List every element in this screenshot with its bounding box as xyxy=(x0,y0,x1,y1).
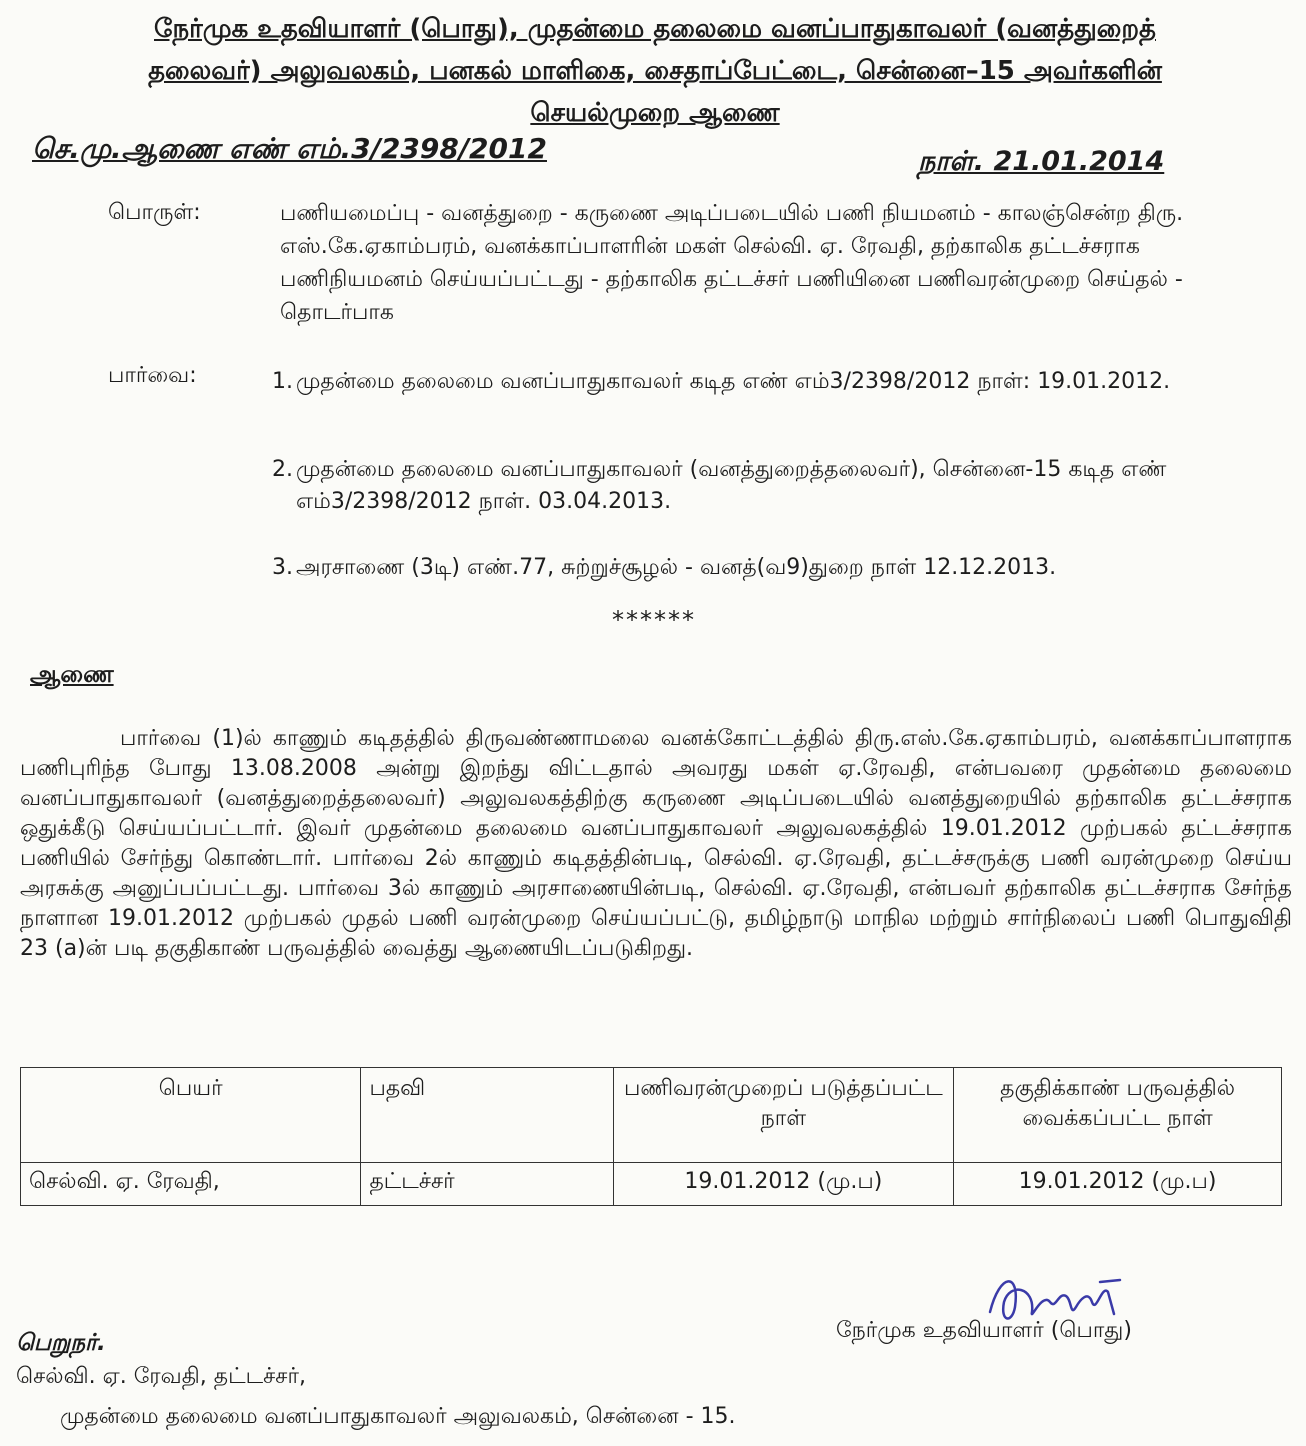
table-row xyxy=(21,1163,1282,1206)
reference-item-1 xyxy=(272,366,1172,398)
column-header-regularised-date: பணிவரன்முறைப் படுத்தப்பட்ட நாள் xyxy=(613,1068,953,1163)
reference-item-3 xyxy=(272,552,1172,584)
reference-label: பார்வை: xyxy=(108,363,197,388)
reference-text: முதன்மை தலைமை வனப்பாதுகாவலர் (வனத்துறைத்தலைவர்), சென்னை-15 கடித எண் எம்3/2398/2012 நாள். 03.04.2013. xyxy=(296,457,1167,514)
subject-label: பொருள்: xyxy=(108,200,201,225)
reference-number: 1. xyxy=(272,369,293,394)
recipient-line-2: முதன்மை தலைமை வனப்பாதுகாவலர் அலுவலகம், சென்னை - 15. xyxy=(60,1404,736,1429)
reference-text: முதன்மை தலைமை வனப்பாதுகாவலர் கடித எண் எம்3/2398/2012 நாள்: 19.01.2012. xyxy=(296,369,1171,394)
signatory: நேர்முக உதவியாளர் (பொது) xyxy=(836,1318,1132,1343)
header-line-3: செயல்முறை ஆணை xyxy=(530,98,780,128)
header-line-2: தலைவர்) அலுவலகம், பனகல் மாளிகை, சைதாப்பேட்டை, சென்னை–15 அவர்களின் xyxy=(148,56,1162,86)
recipient-line-1: செல்வி. ஏ. ரேவதி, தட்டச்சர், xyxy=(16,1364,306,1389)
order-heading: ஆணை xyxy=(30,660,114,688)
order-date: நாள். 21.01.2014 xyxy=(918,146,1165,177)
regularisation-table xyxy=(20,1067,1282,1206)
cell-post: தட்டச்சர் xyxy=(361,1163,613,1206)
order-number: செ.மு.ஆணை எண் எம்.3/2398/2012 xyxy=(32,132,547,165)
subject-text: பணியமைப்பு - வனத்துறை - கருணை அடிப்படையில் பணி நியமனம் - காலஞ்சென்ற திரு. எஸ்.கே.ஏகாம்பரம், வனக்காப்பாளரின் மகள் செல்வி. ஏ. ரேவதி, தற்காலிக தட்டச்சராக பணிநியமனம் செய்யப்பட்டது - தற்காலிக தட்டச்சர் பணியினை பணிவரன்முறை செய்தல் - தொடர்பாக xyxy=(280,201,1184,325)
header-line-1: நேர்முக உதவியாளர் (பொது), முதன்மை தலைமை வனப்பாதுகாவலர் (வனத்துறைத் xyxy=(154,14,1156,44)
document-header xyxy=(30,8,1280,134)
cell-name: செல்வி. ஏ. ரேவதி, xyxy=(21,1163,361,1206)
cell-probation-date: 19.01.2012 (மு.ப) xyxy=(954,1163,1282,1206)
reference-item-2 xyxy=(272,454,1172,518)
reference-text: அரசாணை (3டி) எண்.77, சுற்றுச்சூழல் - வனத்(வ9)துறை நாள் 12.12.2013. xyxy=(296,555,1057,580)
column-header-probation-date: தகுதிக்காண் பருவத்தில் வைக்கப்பட்ட நாள் xyxy=(954,1068,1282,1163)
reference-number: 3. xyxy=(272,555,293,580)
separator: ****** xyxy=(612,606,696,634)
recipient-heading: பெறுநர். xyxy=(16,1330,106,1356)
reference-number: 2. xyxy=(272,457,293,482)
column-header-name: பெயர் xyxy=(21,1068,361,1163)
column-header-post: பதவி xyxy=(361,1068,613,1163)
cell-regularised-date: 19.01.2012 (மு.ப) xyxy=(613,1163,953,1206)
order-body-paragraph: பார்வை (1)ல் காணும் கடிதத்தில் திருவண்ணாமலை வனக்கோட்டத்தில் திரு.எஸ்.கே.ஏகாம்பரம், வனக்காப்பாளராக பணிபுரிந்த போது 13.08.2008 அன்று இறந்து விட்டதால் அவரது மகள் ஏ.ரேவதி, என்பவரை முதன்மை தலைமை வனப்பாதுகாவலர் (வனத்துறைத்தலைவர்) அலுவலகத்திற்கு கருணை அடிப்படையில் வனத்துறையில் தற்காலிக தட்டச்சராக ஒதுக்கீடு செய்யப்பட்டார். இவர் முதன்மை தலைமை வனப்பாதுகாவலர் அலுவலகத்தில் 19.01.2012 முற்பகல் தட்டச்சராக பணியில் சேர்ந்து கொண்டார். பார்வை 2ல் காணும் கடிதத்தின்படி, செல்வி. ஏ.ரேவதி, தட்டச்சருக்கு பணி வரன்முறை செய்ய அரசுக்கு அனுப்பப்பட்டது. பார்வை 3ல் காணும் அரசாணையின்படி, செல்வி. ஏ.ரேவதி, என்பவர் தற்காலிக தட்டச்சராக சேர்ந்த நாளான 19.01.2012 முற்பகல் முதல் பணி வரன்முறை செய்யப்பட்டு, தமிழ்நாடு மாநில மற்றும் சார்நிலைப் பணி பொதுவிதி 23 (a)ன் படி தகுதிகாண் பருவத்தில் வைத்து ஆணையிடப்படுகிறது. xyxy=(20,726,1292,961)
order-body xyxy=(20,724,1292,964)
table-header-row xyxy=(21,1068,1282,1163)
